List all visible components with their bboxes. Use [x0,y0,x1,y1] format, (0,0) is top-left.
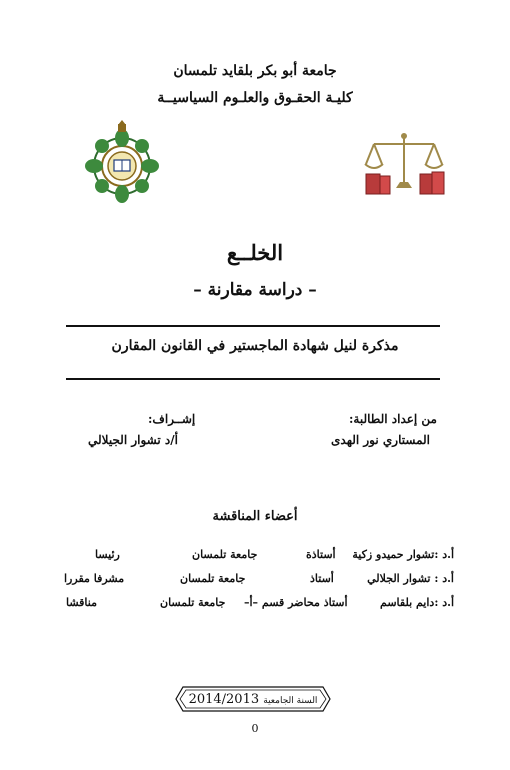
university-name: جامعة أبو بكر بلقايد تلمسان [173,63,337,79]
thesis-subtitle: – دراسة مقارنة – [193,280,317,300]
academic-year-value: 2014/2013 [188,692,260,707]
bottom-rule [66,378,440,380]
memo-description: مذكرة لنيل شهادة الماجستير في القانون المقارن [111,338,399,354]
committee-member-university: جامعة تلمسان [160,596,226,609]
top-rule [66,325,440,327]
committee-member-rank: أستاذة [306,548,336,561]
committee-member-role: مشرفا مقررا [64,572,125,585]
page-number: 0 [251,722,259,735]
scales-of-justice-icon [360,130,448,198]
committee-member-name: أ.د : تشوار الجلالي [367,572,454,585]
academic-year-label: السنة الجامعية [263,696,318,706]
committee-member-university: جامعة تلمسان [180,572,246,585]
committee-member-role: رئيسا [95,548,120,561]
university-emblem-icon [80,120,164,204]
prepared-by-label: من إعداد الطالبة: [348,412,437,426]
committee-member-name: أ.د :دايم بلقاسم [380,596,454,609]
supervisor-name: أ/د تشوار الجيلالي [88,433,178,447]
committee-member-rank: أستاذ محاضر قسم –أ– [244,596,348,609]
committee-title: أعضاء المناقشة [212,509,298,524]
student-name: المستاري نور الهدى [331,433,430,447]
thesis-title: الخلــع [226,240,284,265]
committee-member-name: أ.د :تشوار حميدو زكية [352,548,454,561]
supervision-label: إشــراف: [148,412,196,426]
committee-member-role: مناقشا [66,596,97,609]
academic-year [175,692,331,707]
faculty-name: كليـة الحقـوق والعلـوم السياسيــة [157,90,353,106]
committee-member-university: جامعة تلمسان [192,548,258,561]
committee-member-rank: أستاذ [310,572,334,585]
